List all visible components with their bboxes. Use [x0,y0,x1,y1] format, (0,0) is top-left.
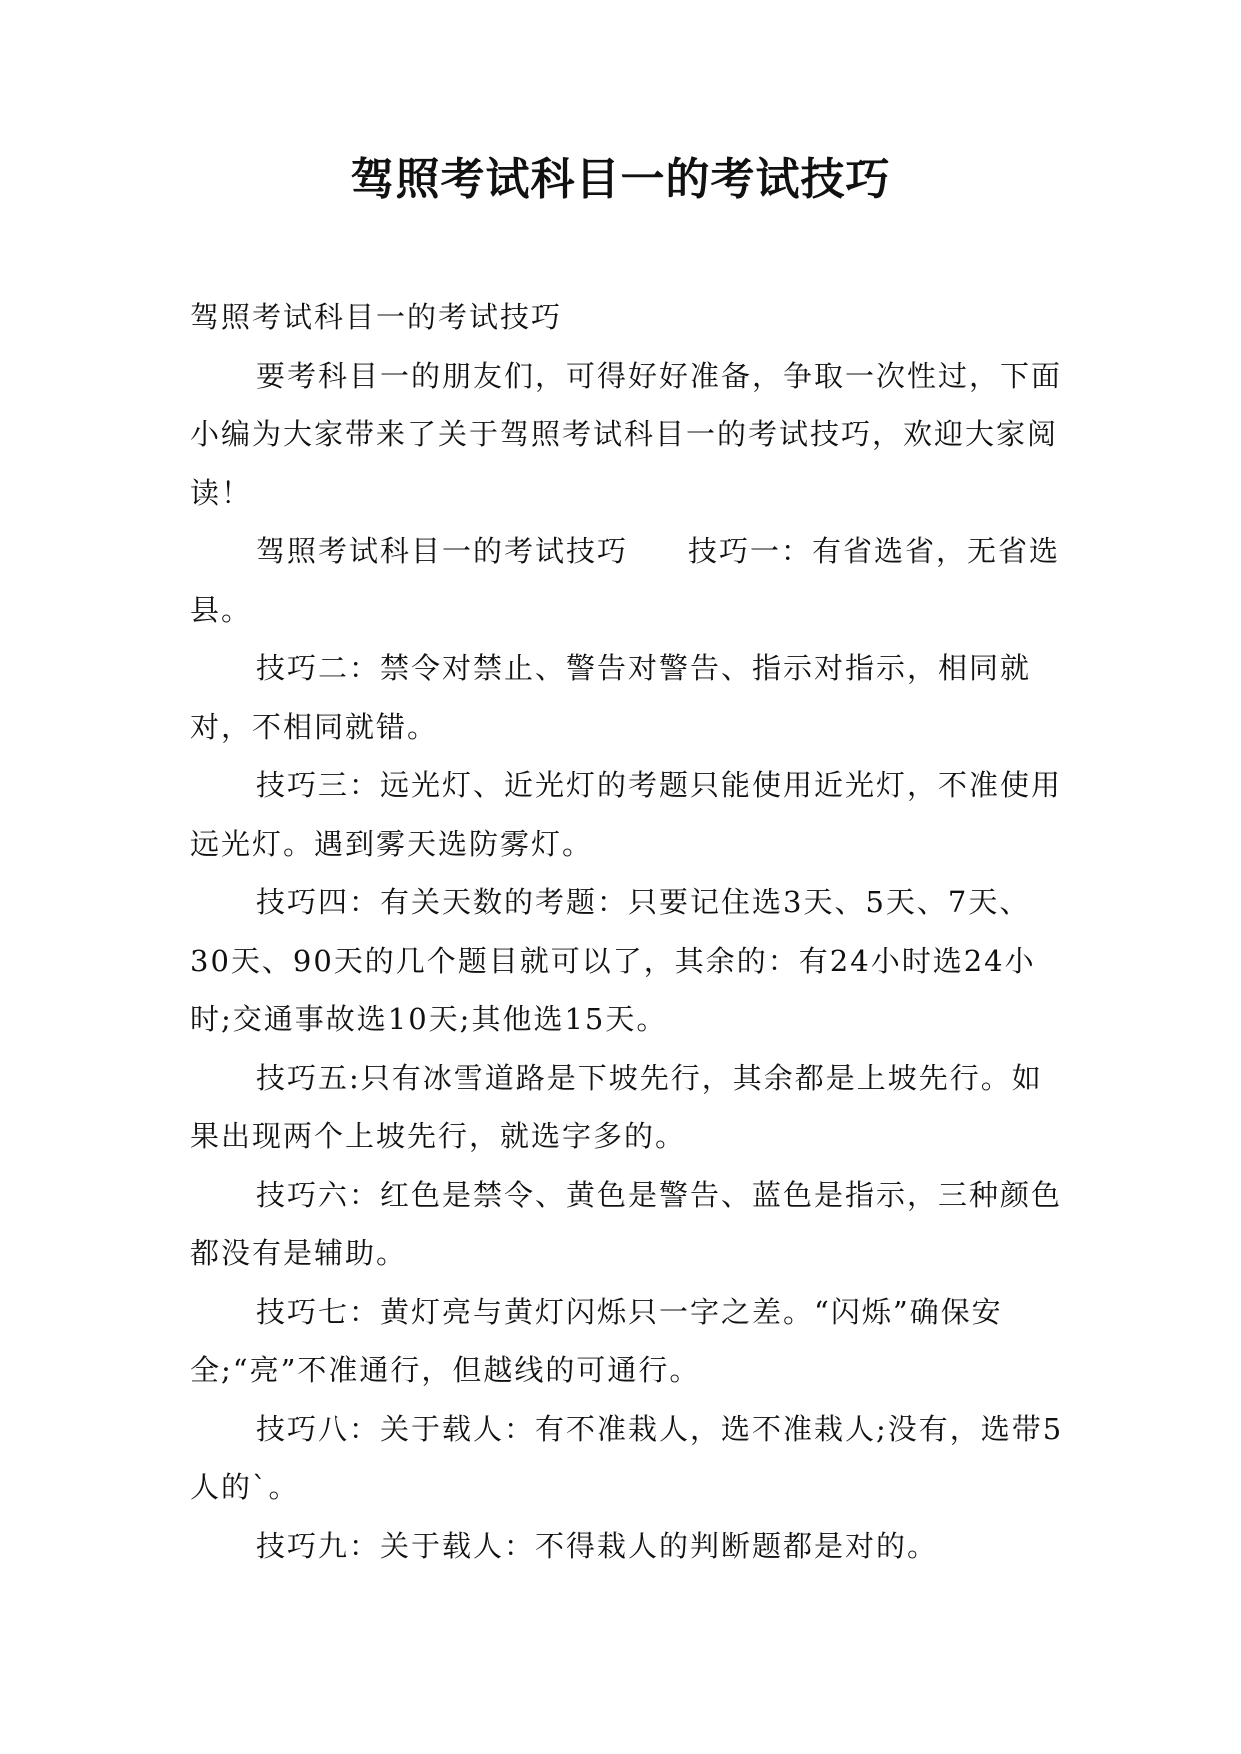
tip-paragraph-9: 技巧九：关于载人：不得栽人的判断题都是对的。 [256,1528,939,1563]
document-subtitle: 驾照考试科目一的考试技巧 [190,300,563,334]
tip-paragraph-4: 技巧四：有关天数的考题：只要记住选3天、5天、7天、30天、90天的几个题目就可以了，其余的：有24小时选24小时;交通事故选10天;其他选15天。 [190,885,1036,1036]
tip-paragraph-2: 技巧二：禁令对禁止、警告对警告、指示对指示，相同就对，不相同就错。 [190,651,1032,744]
tip-paragraph-3: 技巧三：远光灯、近光灯的考题只能使用近光灯，不准使用远光灯。遇到雾天选防雾灯。 [190,768,1063,861]
tip-paragraph-5: 技巧五:只有冰雪道路是下坡先行，其余都是上坡先行。如果出现两个上坡先行，就选字多的。 [190,1060,1043,1153]
tip-paragraph-1 [190,522,1070,639]
document-title: 驾照考试科目一的考试技巧 [350,154,891,205]
document-body [190,288,1070,1575]
tip-paragraph-7: 技巧七：黄灯亮与黄灯闪烁只一字之差。“闪烁”确保安全;“亮”不准通行，但越线的可通行。 [190,1294,1003,1387]
tip-paragraph-6: 技巧六：红色是禁令、黄色是警告、蓝色是指示，三种颜色都没有是辅助。 [190,1177,1063,1270]
intro-paragraph: 要考科目一的朋友们，可得好好准备，争取一次性过，下面小编为大家带来了关于驾照考试科目一的考试技巧，欢迎大家阅读！ [190,358,1063,510]
section-heading: 驾照考试科目一的考试技巧 [256,534,629,568]
tip-1: 技巧一：有省选省，无省选县。 [190,534,1061,627]
tip-paragraph-8: 技巧八：关于载人：有不准栽人，选不准栽人;没有，选带5人的`。 [190,1411,1064,1504]
